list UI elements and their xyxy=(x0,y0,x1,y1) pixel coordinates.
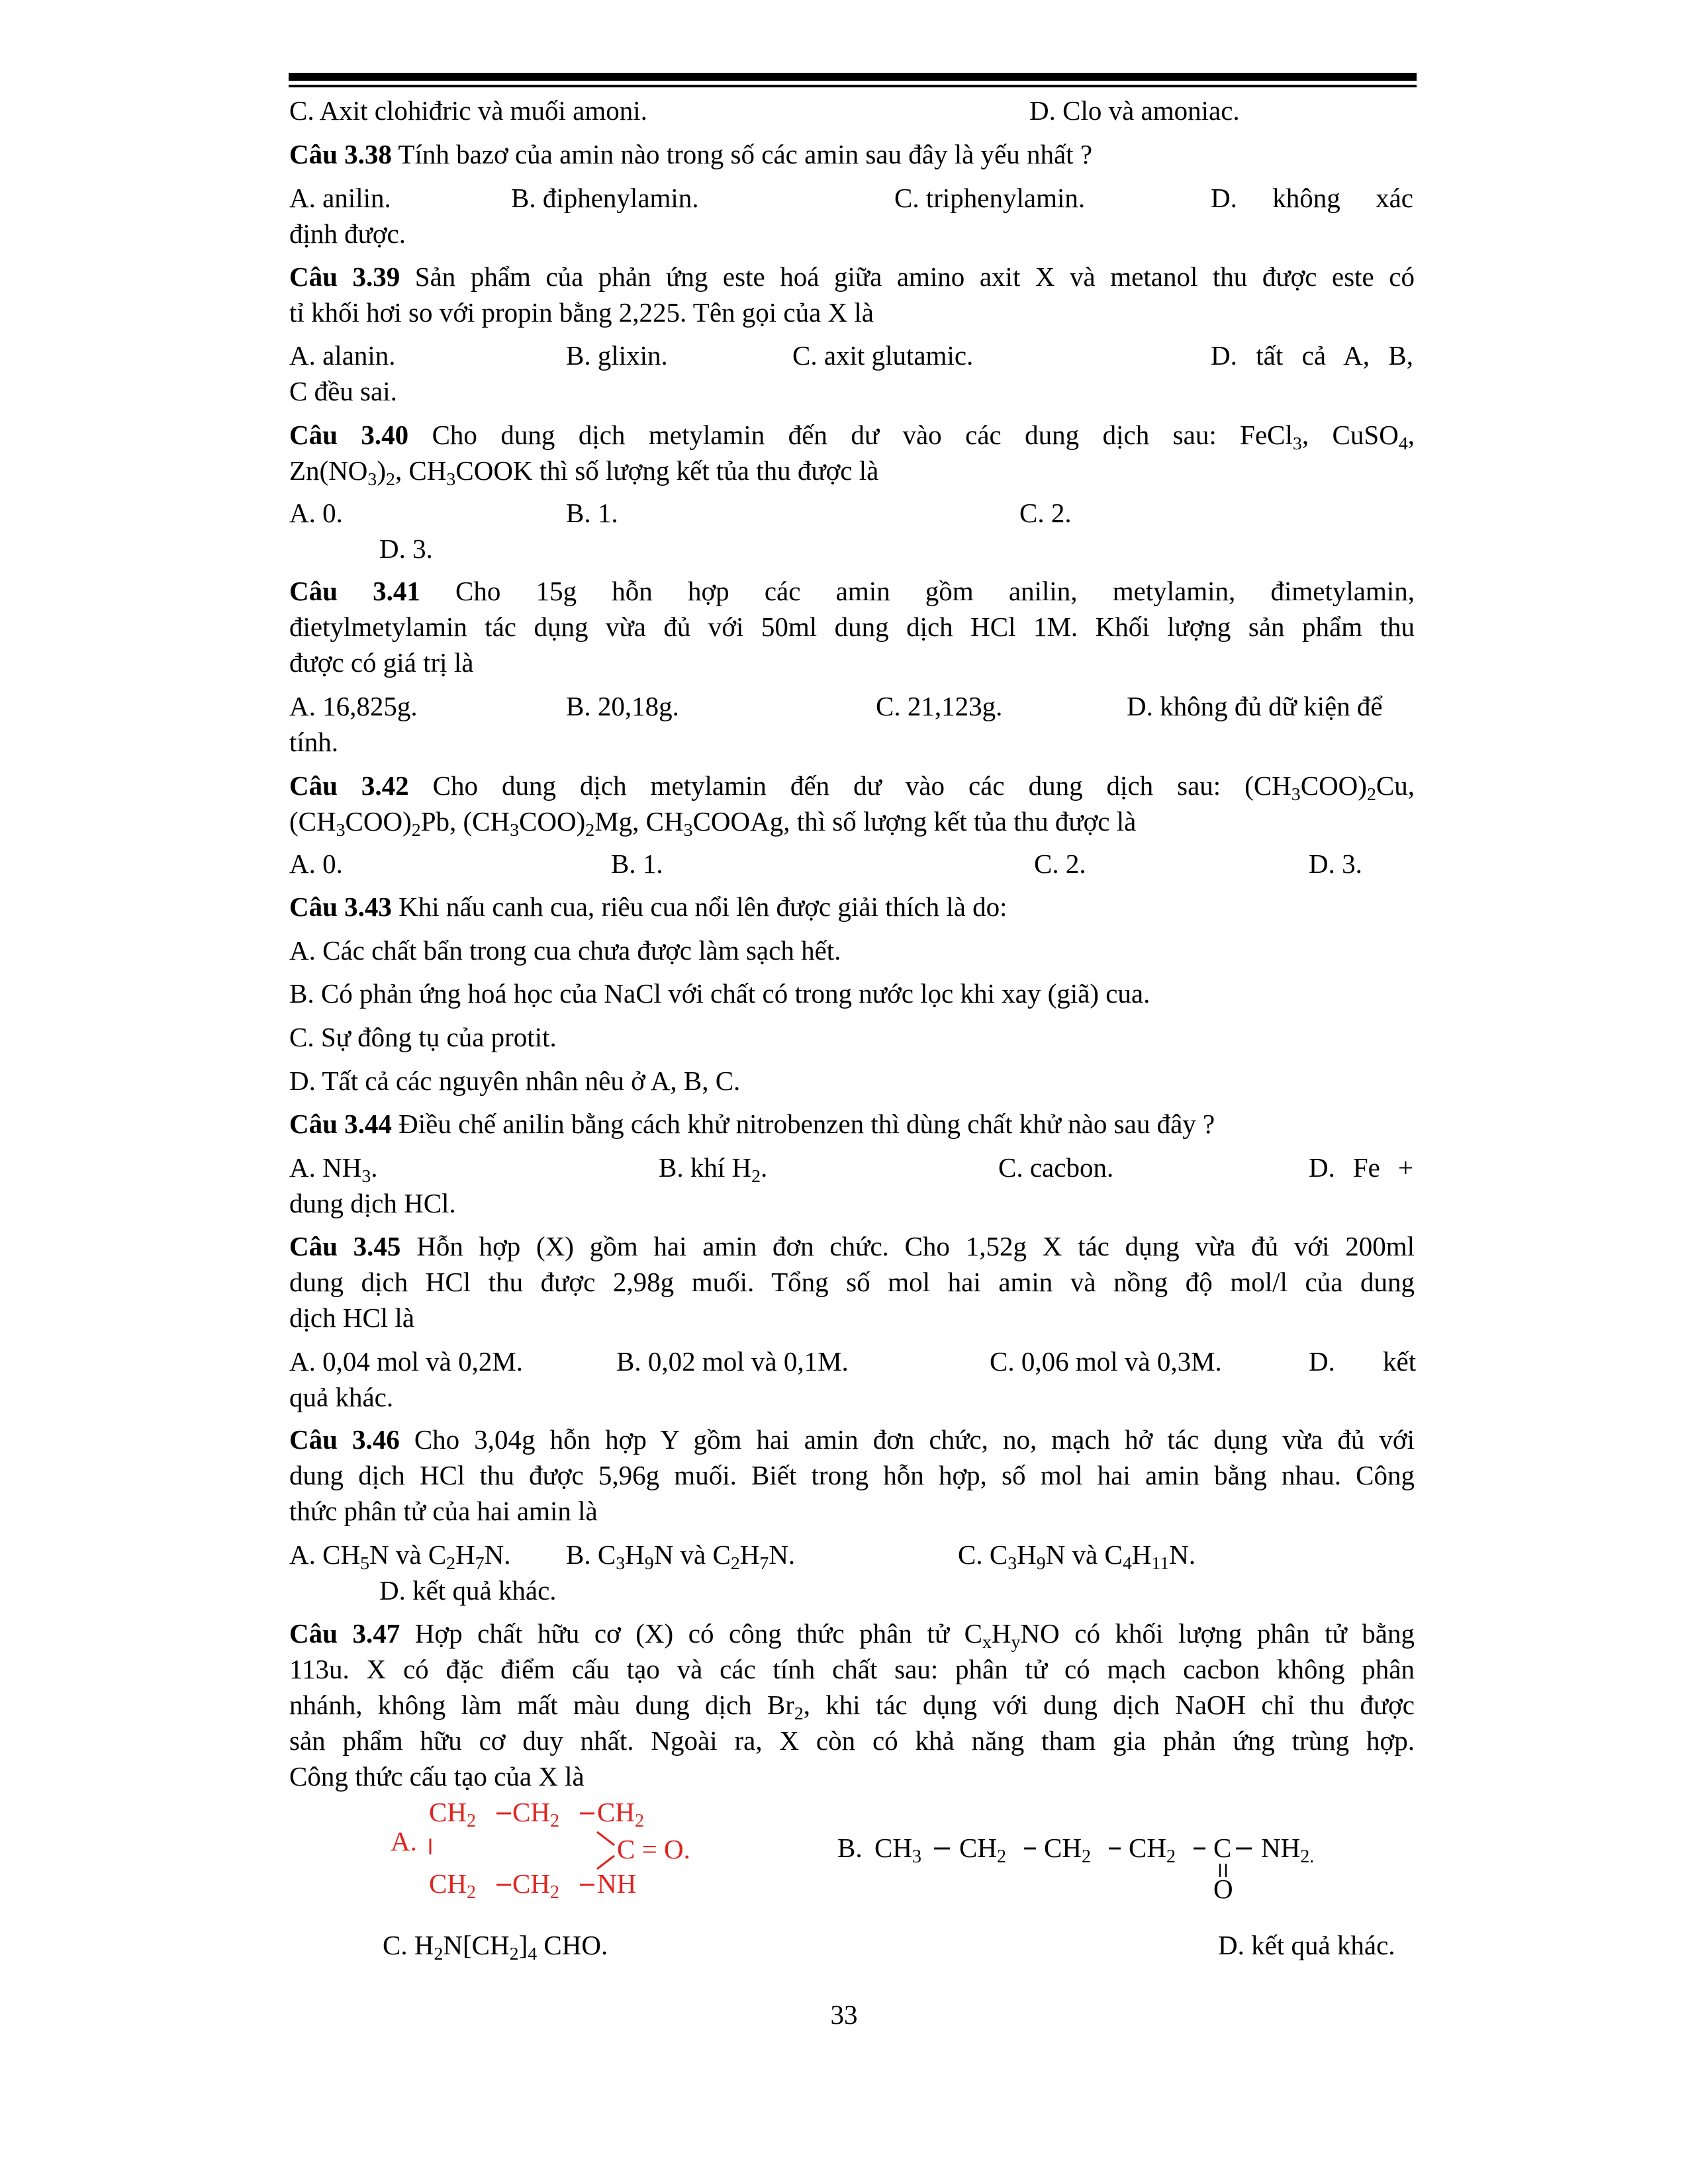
option-d: D. kết quả khác. xyxy=(379,1575,557,1606)
question-text-line2: dung dịch HCl thu được 2,98g muối. Tổng số mol hai amin và nồng độ mol/l của dung xyxy=(289,1267,1415,1297)
option-d-continued: dung dịch HCl. xyxy=(289,1188,456,1218)
question-label: Câu 3.47 xyxy=(289,1618,400,1649)
bond xyxy=(597,1856,614,1869)
question-text-line2: tỉ khối hơi so với propin bằng 2,225. Tên gọi của X là xyxy=(289,297,874,328)
option-a: A. alanin. xyxy=(289,340,396,371)
question-3-38 xyxy=(289,136,1415,172)
struct-b-ch2-3: CH2 xyxy=(1129,1833,1176,1867)
option-a: A. $CH_5N$ và $C_2H_7N$. xyxy=(289,1539,511,1574)
option-c: C. 21,123g. xyxy=(876,691,1003,721)
option-b: B. điphenylamin. xyxy=(511,183,699,213)
text: nhánh, không làm mất màu dung dịch Br xyxy=(289,1690,794,1720)
text: COOK thì số lượng kết tủa thu được là xyxy=(455,455,879,486)
option-d: D. 3. xyxy=(1309,848,1362,879)
subscript: 4 xyxy=(528,1944,538,1965)
option-c: C. triphenylamin. xyxy=(894,183,1086,213)
option-b: B. 1. xyxy=(566,498,618,528)
question-label: Câu 3.42 xyxy=(289,770,409,801)
subscript: 3 xyxy=(683,820,693,841)
subscript: 2 xyxy=(1366,784,1376,805)
question-text: Hợp chất hữu cơ (X) có công thức phân tử C xyxy=(400,1618,982,1649)
q47-option-d: D. kết quả khác. xyxy=(1218,1930,1395,1960)
option-d-continued: quả khác. xyxy=(289,1382,394,1412)
subscript: 3 xyxy=(336,820,346,841)
option-d: D. Tất cả các nguyên nhân nêu ở A, B, C. xyxy=(289,1066,741,1096)
question-3-45 xyxy=(289,1228,1415,1264)
text: Pb, (CH xyxy=(420,806,510,837)
option-b-label: B. xyxy=(837,1833,863,1863)
option-c: C. cacbon. xyxy=(998,1152,1114,1183)
option-b: B. 1. xyxy=(611,848,663,879)
question-3-46 xyxy=(289,1422,1415,1457)
text: COO) xyxy=(345,806,412,837)
question-text: Sản phẩm của phản ứng este hoá giữa amino axit X và metanol thu được este có xyxy=(400,261,1415,292)
question-label: Câu 3.46 xyxy=(289,1424,400,1455)
subscript: 2 xyxy=(794,1704,804,1725)
text: Mg, CH xyxy=(594,806,684,837)
bond xyxy=(597,1832,614,1845)
struct-b-ch2-2: CH2 xyxy=(1044,1833,1091,1867)
subscript: 3 xyxy=(1292,433,1302,455)
option-d: D. không đủ dữ kiện để xyxy=(1127,691,1383,721)
option-a xyxy=(289,1150,378,1185)
structure-a-diagram xyxy=(384,1787,728,1906)
option-d-continued: C đều sai. xyxy=(289,376,397,406)
question-text: Hỗn hợp (X) gồm hai amin đơn chức. Cho 1,52g X tác dụng vừa đủ với 200ml xyxy=(400,1231,1415,1261)
question-label: Câu 3.44 xyxy=(289,1109,392,1139)
question-3-40 xyxy=(289,417,1415,453)
option-c: C. Sự đông tụ của protit. xyxy=(289,1022,557,1052)
struct-a-top-ch2: CH2 xyxy=(512,1797,559,1831)
struct-a-bottom-ch2: CH2 xyxy=(512,1868,559,1903)
option-c: C. axit glutamic. xyxy=(792,340,974,371)
text: (CH xyxy=(289,806,336,837)
subscript: 4 xyxy=(1398,433,1408,455)
subscript: x xyxy=(982,1632,992,1653)
option-b xyxy=(659,1150,767,1185)
question-label: Câu 3.38 xyxy=(289,139,392,169)
question-text: Cu, xyxy=(1376,770,1415,801)
question-text-line2: 113u. X có đặc điểm cấu tạo và các tính chất sau: phân tử có mạch cacbon không phân xyxy=(289,1654,1415,1684)
question-text: Cho 3,04g hỗn hợp Y gồm hai amin đơn chức, no, mạch hở tác dụng vừa đủ với xyxy=(399,1424,1415,1455)
struct-a-bottom-ch1: CH2 xyxy=(429,1868,476,1903)
option-a: A. 0. xyxy=(289,848,343,879)
subscript: y xyxy=(1011,1632,1021,1653)
struct-a-top-ch1: CH2 xyxy=(429,1797,476,1831)
text: B. khí H xyxy=(659,1152,752,1183)
option-a: A. 0. xyxy=(289,498,343,528)
question-label: Câu 3.43 xyxy=(289,891,392,922)
question-text: , CuSO xyxy=(1301,420,1399,450)
struct-b-ch2-1: CH2 xyxy=(959,1833,1006,1867)
struct-b-ch3: CH3 xyxy=(874,1833,921,1867)
option-c: C. 2. xyxy=(1034,848,1086,879)
question-text-line5: Công thức cấu tạo của X là xyxy=(289,1761,585,1792)
subscript: 3 xyxy=(367,469,377,490)
question-label: Câu 3.41 xyxy=(289,576,420,606)
option-c: C. 2. xyxy=(1019,498,1072,528)
question-text: , xyxy=(1407,420,1415,450)
struct-b-carbon: C xyxy=(1213,1833,1232,1863)
struct-a-nh: NH xyxy=(597,1868,637,1899)
option-d: D. không xác xyxy=(1211,183,1413,213)
text: C. H xyxy=(383,1930,434,1960)
question-text-line2 xyxy=(289,803,1415,839)
subscript: 2 xyxy=(411,820,421,841)
question-text-line3 xyxy=(289,1687,1415,1723)
question-text-line2: dung dịch HCl thu được 5,96g muối. Biết trong hỗn hợp, số mol hai amin bằng nhau. Công xyxy=(289,1460,1415,1490)
text: ) xyxy=(377,455,387,486)
header-rule-thick xyxy=(289,73,1417,81)
option-a: A. Các chất bẩn trong cua chưa được làm sạch hết. xyxy=(289,935,841,966)
option-a: A. 0,04 mol và 0,2M. xyxy=(289,1346,524,1377)
text: CHO. xyxy=(537,1930,608,1960)
option-d-continued: định được. xyxy=(289,218,406,249)
option-d-text: kết xyxy=(1383,1346,1417,1377)
text: Zn(NO xyxy=(289,455,368,486)
struct-a-carbonyl: C = O. xyxy=(617,1834,690,1864)
question-text: NO có khối lượng phân tử bằng xyxy=(1020,1618,1415,1649)
subscript: 3 xyxy=(1291,784,1301,805)
option-b: B. 0,02 mol và 0,1M. xyxy=(616,1346,849,1377)
struct-a-top-ch3: CH2 xyxy=(597,1797,644,1831)
subscript: 3 xyxy=(510,820,520,841)
question-label: Câu 3.39 xyxy=(289,261,400,292)
question-text-line3: dịch HCl là xyxy=(289,1302,415,1333)
question-text: Điều chế anilin bằng cách khử nitrobenzen thì dùng chất khử nào sau đây ? xyxy=(391,1109,1215,1139)
header-rule-thin xyxy=(289,85,1417,87)
question-label: Câu 3.40 xyxy=(289,420,409,450)
struct-b-oxygen: O xyxy=(1213,1874,1233,1904)
q47-option-c xyxy=(383,1927,608,1963)
subscript: 2 xyxy=(386,469,395,490)
text: ] xyxy=(518,1930,528,1960)
text: N[CH xyxy=(443,1930,510,1960)
question-3-47 xyxy=(289,1615,1415,1651)
question-text: H xyxy=(991,1618,1011,1649)
option-c: C. Axit clohiđric và muối amoni. xyxy=(289,95,647,126)
option-a-label: A. xyxy=(391,1826,417,1856)
option-a: A. 16,825g. xyxy=(289,691,418,721)
text: COO) xyxy=(519,806,586,837)
question-text: Tính bazơ của amin nào trong số các amin sau đây là yếu nhất ? xyxy=(391,139,1093,169)
page-number: 33 xyxy=(830,1999,858,2030)
question-3-42 xyxy=(289,768,1415,803)
question-3-41 xyxy=(289,573,1415,609)
text: , CH xyxy=(395,455,447,486)
option-b: B. $C_3H_9N$ và $C_2H_7N$. xyxy=(566,1539,796,1574)
subscript: 2 xyxy=(585,820,595,841)
question-text-line2: đietylmetylamin tác dụng vừa đủ với 50ml dung dịch HCl 1M. Khối lượng sản phẩm thu xyxy=(289,612,1415,642)
question-text: COO) xyxy=(1300,770,1367,801)
text: . xyxy=(371,1152,378,1183)
question-text-line3: thức phân tử của hai amin là xyxy=(289,1496,598,1526)
subscript: 3 xyxy=(446,469,456,490)
question-text: Cho 15g hỗn hợp các amin gồm anilin, metylamin, đimetylamin, xyxy=(420,576,1415,606)
question-text-line4: sản phẩm hữu cơ duy nhất. Ngoài ra, X còn có khả năng tham gia phản ứng trùng hợp. xyxy=(289,1725,1415,1756)
subscript: 3 xyxy=(361,1166,371,1187)
option-d: D. Clo và amoniac. xyxy=(1029,95,1240,126)
subscript: 2 xyxy=(751,1166,761,1187)
question-text: Cho dung dịch metylamin đến dư vào các dung dịch sau: FeCl xyxy=(408,420,1293,450)
option-b: B. glixin. xyxy=(566,340,668,371)
text: , khi tác dụng với dung dịch NaOH chỉ thu được xyxy=(803,1690,1415,1720)
text: A. NH xyxy=(289,1152,362,1183)
option-d: D. Fe + xyxy=(1309,1152,1413,1183)
text: . xyxy=(761,1152,768,1183)
option-d: D. xyxy=(1309,1346,1335,1377)
question-3-39 xyxy=(289,259,1415,295)
structure-b-diagram xyxy=(837,1827,1380,1906)
option-d: D. 3. xyxy=(379,533,433,564)
question-text-line3: được có giá trị là xyxy=(289,647,474,678)
subscript: 2 xyxy=(509,1944,519,1965)
subscript: 2 xyxy=(434,1944,444,1965)
struct-b-nh2: NH2. xyxy=(1261,1833,1315,1867)
option-b: B. 20,18g. xyxy=(566,691,679,721)
option-c: C. 0,06 mol và 0,3M. xyxy=(990,1346,1222,1377)
question-3-43 xyxy=(289,889,1415,925)
text: COOAg, thì số lượng kết tủa thu được là xyxy=(692,806,1137,837)
question-text-line2 xyxy=(289,453,1415,488)
question-text: Cho dung dịch metylamin đến dư vào các dung dịch sau: (CH xyxy=(408,770,1291,801)
option-a: A. anilin. xyxy=(289,183,391,213)
question-3-44 xyxy=(289,1106,1415,1142)
question-text: Khi nấu canh cua, riêu cua nổi lên được giải thích là do: xyxy=(391,891,1008,922)
question-label: Câu 3.45 xyxy=(289,1231,401,1261)
option-b: B. Có phản ứng hoá học của NaCl với chất có trong nước lọc khi xay (giã) cua. xyxy=(289,978,1150,1009)
option-c: C. $C_3H_9N$ và $C_4H_{11}N$. xyxy=(958,1539,1196,1574)
option-d-continued: tính. xyxy=(289,727,339,757)
option-d: D. tất cả A, B, xyxy=(1211,340,1413,371)
